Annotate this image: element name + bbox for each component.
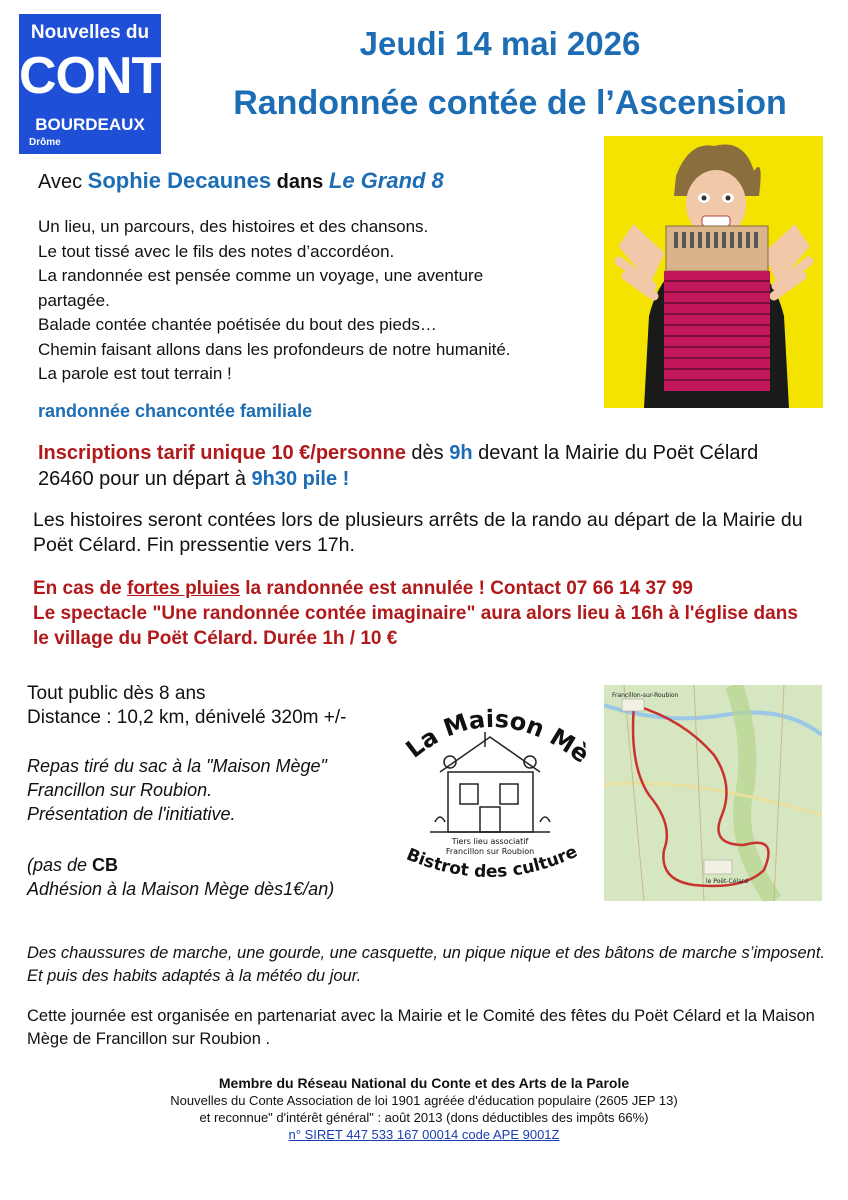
meal-info (27, 754, 327, 826)
intro-line: Balade contée chantée poétisée du bout des pieds… (38, 315, 437, 334)
inscriptions-part: dès (405, 442, 450, 464)
cb-pre: (pas de (27, 855, 93, 875)
map-label-francillon: Francillon-sur-Roubion (612, 692, 679, 699)
rain-underlined: fortes pluies (127, 578, 240, 599)
intro-text (38, 215, 578, 387)
logo-line-3: BOURDEAUX (35, 115, 145, 134)
maison-mege-arc-text: La Maison Mè (400, 704, 595, 769)
partnership-text: Cette journée est organisée en partenariat avec la Mairie et le Comité des fêtes du Poët Célard et la Maison Mège de Francillon sur Roubion . (27, 1007, 815, 1048)
rain-post: la randonnée est annulée ! Contact 07 66 14 37 99 (239, 578, 693, 599)
intro-line: Le tout tissé avec le fils des notes d’accordéon. (38, 241, 395, 261)
nouvelles-du-conte-logo (19, 14, 196, 154)
distance-info: Distance : 10,2 km, dénivelé 320m +/- (27, 707, 347, 728)
meal-line: Présentation de l'initiative. (27, 804, 236, 824)
membership-info: Adhésion à la Maison Mège dès1€/an) (27, 879, 335, 899)
performer-name: Sophie Decaunes (87, 168, 272, 193)
map-label-poet-celard: le Poët-Célard (706, 878, 748, 885)
departure-time: 9h30 pile ! (251, 468, 350, 490)
maison-mege-bottom-text: Bistrot des culture (403, 841, 581, 883)
rain-alternative: Le spectacle "Une randonnée contée imaginaire" aura alors lieu à 16h à l'église dans le village du Poët Célard. Durée 1h / 10 € (33, 603, 798, 649)
story-text: Les histoires seront contées lors de plusieurs arrêts de la rando au départ de la Mairie du Poët Célard. Fin pressentie vers 17h. (33, 509, 803, 556)
price-info: Inscriptions tarif unique 10 €/personne (38, 442, 406, 464)
intro-line: Un lieu, un parcours, des histoires et des chansons. (38, 217, 429, 236)
tagline: randonnée chancontée familiale (38, 401, 313, 421)
meal-line: Repas tiré du sac à la "Maison Mège" (27, 756, 327, 776)
intro-line: partagée. (38, 290, 110, 310)
footer-line: Nouvelles du Conte Association de loi 1901 agréée d'éducation populaire (2605 JEP 13) (170, 1093, 678, 1108)
logo-line-1: Nouvelles du (30, 22, 150, 43)
byline-avec: Avec (38, 171, 83, 193)
meal-line: Francillon sur Roubion. (27, 780, 213, 800)
intro-line: La randonnée est pensée comme un voyage, une aventure (38, 266, 484, 285)
inscriptions-part: devant la Mairie du Poët Célard 26460 pour un départ à (38, 442, 759, 490)
equipment-advice: Des chaussures de marche, une gourde, une casquette, un pique nique et des bâtons de marche s’imposent. Et puis des habits adaptés à la météo du jour. (27, 944, 826, 985)
rain-pre: En cas de (33, 578, 127, 599)
footer-line: et reconnue" d'intérêt général" : août 2013 (dons déductibles des impôts 66%) (199, 1110, 649, 1125)
intro-line: La parole est tout terrain ! (38, 364, 232, 383)
practical-info (27, 682, 346, 730)
payment-info (27, 853, 334, 901)
maison-mege-caption-1: Tiers lieu associatif (451, 837, 529, 846)
maison-mege-caption-2: Francillon sur Roubion (445, 847, 535, 856)
audience-info: Tout public dès 8 ans (27, 683, 206, 704)
show-title: Le Grand 8 (328, 168, 444, 193)
cb-bold: CB (92, 855, 119, 875)
event-title: Randonnée contée de l’Ascension (233, 84, 787, 122)
performer-photo (604, 136, 823, 408)
maison-mege-logo (390, 692, 595, 902)
intro-line: Chemin faisant allons dans les profondeurs de notre humanité. (38, 339, 511, 359)
svg-text:La Maison Mège (390, 692, 595, 769)
event-date: Jeudi 14 mai 2026 (359, 25, 641, 62)
performer-byline (38, 168, 444, 194)
rain-notice (33, 576, 813, 651)
footer-heading: Membre du Réseau National du Conte et des Arts de la Parole (218, 1075, 630, 1091)
siret-link[interactable]: n° SIRET 447 533 167 00014 code APE 9001Z (288, 1127, 560, 1142)
byline-dans: dans (276, 171, 324, 193)
logo-line-4: Drôme (29, 137, 61, 148)
route-map (604, 685, 822, 901)
inscriptions-text (38, 440, 808, 492)
logo-line-2: CONTE (19, 47, 196, 105)
footer (0, 1075, 848, 1143)
start-time: 9h (449, 442, 473, 464)
